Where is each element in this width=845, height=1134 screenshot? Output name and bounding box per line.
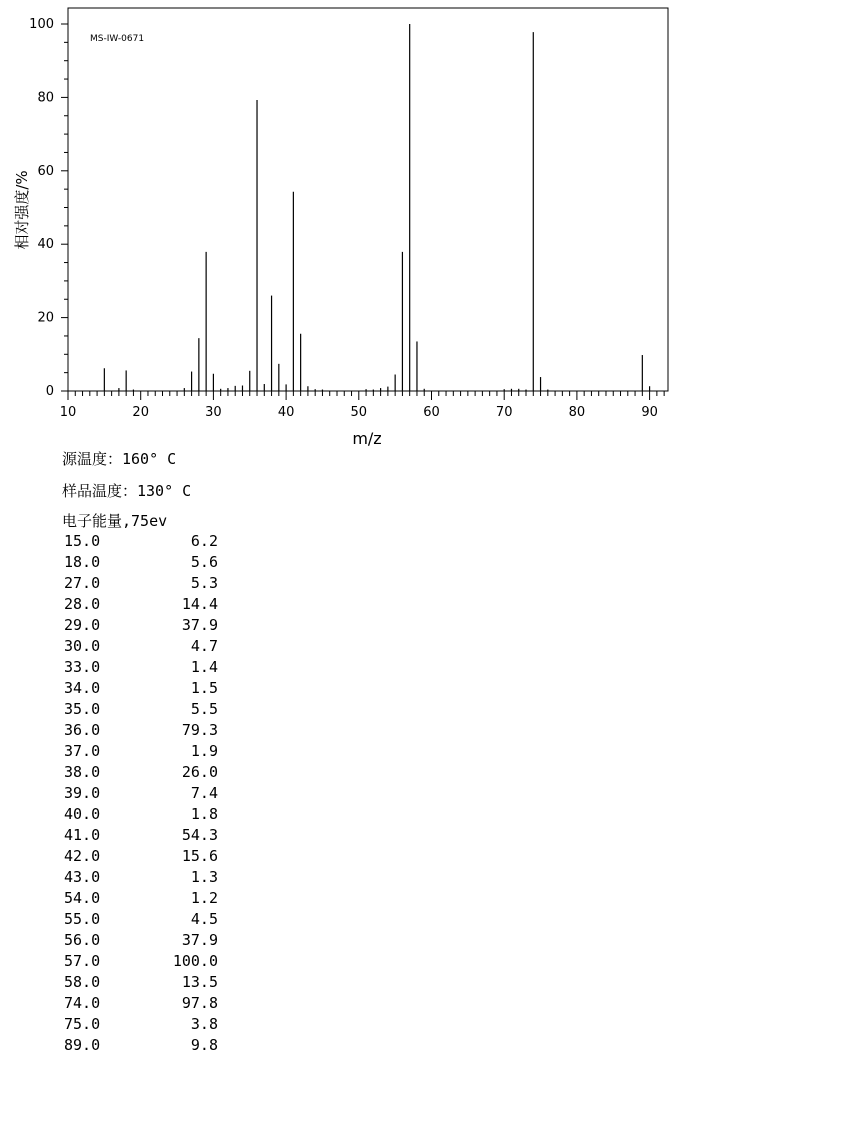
table-row — [62, 573, 222, 594]
x-tick-label: 90 — [641, 405, 658, 420]
electron-energy: 电子能量,75ev — [62, 512, 168, 530]
table-row — [62, 825, 222, 846]
x-axis-label: m/z — [352, 429, 382, 448]
table-mz-cell: 57.0 — [64, 952, 101, 970]
table-mz-cell: 40.0 — [64, 805, 101, 823]
table-row — [62, 783, 222, 804]
y-tick-label: 100 — [29, 17, 54, 32]
table-row — [62, 930, 222, 951]
table-row — [62, 804, 222, 825]
table-mz-cell: 36.0 — [64, 721, 101, 739]
y-tick-label: 40 — [37, 237, 54, 253]
table-row — [62, 993, 222, 1014]
table-row — [62, 951, 222, 972]
table-row — [62, 720, 222, 741]
table-row — [62, 867, 222, 888]
table-mz-cell: 29.0 — [64, 616, 101, 634]
table-intensity-cell: 13.5 — [181, 973, 218, 991]
x-tick-label: 60 — [423, 405, 440, 420]
y-tick-label: 60 — [37, 163, 54, 179]
table-intensity-cell: 1.4 — [190, 658, 218, 676]
y-axis-label — [13, 170, 31, 249]
plot-frame — [68, 8, 668, 391]
table-mz-cell: 42.0 — [64, 847, 101, 865]
x-tick-label: 80 — [568, 405, 586, 420]
table-mz-cell: 30.0 — [64, 637, 101, 655]
table-intensity-cell: 7.4 — [190, 784, 218, 802]
table-mz-cell: 41.0 — [64, 826, 101, 844]
table-row — [62, 1014, 222, 1035]
table-intensity-cell: 5.6 — [190, 553, 218, 571]
table-row — [62, 657, 222, 678]
table-row — [62, 888, 222, 909]
table-intensity-cell: 1.3 — [190, 868, 218, 886]
table-row — [62, 1035, 222, 1056]
table-intensity-cell: 3.8 — [190, 1015, 218, 1033]
table-intensity-cell: 97.8 — [181, 994, 218, 1012]
table-mz-cell: 15.0 — [64, 532, 101, 550]
table-intensity-cell: 15.6 — [181, 847, 218, 865]
x-tick-label: 30 — [205, 405, 222, 420]
table-intensity-cell: 5.3 — [190, 574, 218, 592]
table-intensity-cell: 26.0 — [181, 763, 218, 781]
mass-spectrum-chart — [0, 0, 845, 455]
x-tick-label: 40 — [277, 405, 295, 420]
table-row — [62, 552, 222, 573]
table-intensity-cell: 54.3 — [181, 826, 218, 844]
table-row — [62, 762, 222, 783]
table-mz-cell: 58.0 — [64, 973, 101, 991]
table-intensity-cell: 79.3 — [181, 721, 218, 739]
table-mz-cell: 39.0 — [64, 784, 101, 802]
source-temperature: 源温度：160° C — [62, 450, 177, 468]
table-row — [62, 972, 222, 993]
table-row — [62, 699, 222, 720]
table-mz-cell: 89.0 — [64, 1036, 101, 1054]
table-mz-cell: 55.0 — [64, 910, 101, 928]
table-mz-cell: 28.0 — [64, 595, 101, 613]
table-intensity-cell: 4.7 — [190, 637, 218, 655]
table-mz-cell: 27.0 — [64, 574, 101, 592]
table-mz-cell: 56.0 — [64, 931, 101, 949]
table-row — [62, 594, 222, 615]
table-mz-cell: 18.0 — [64, 553, 101, 571]
table-intensity-cell: 100.0 — [172, 952, 218, 970]
table-row — [62, 615, 222, 636]
y-axis — [29, 17, 68, 399]
y-tick-label: 20 — [37, 310, 54, 326]
x-axis — [60, 391, 664, 420]
table-intensity-cell: 6.2 — [190, 532, 218, 550]
table-mz-cell: 38.0 — [64, 763, 101, 781]
y-tick-label: 0 — [45, 384, 54, 399]
peak-table — [62, 531, 222, 1056]
table-mz-cell: 43.0 — [64, 868, 101, 886]
table-row — [62, 741, 222, 762]
table-row — [62, 531, 222, 552]
table-mz-cell: 37.0 — [64, 742, 101, 760]
svg-text:相对强度/%: 相对强度/% — [13, 170, 31, 250]
table-intensity-cell: 5.5 — [190, 700, 218, 718]
table-mz-cell: 54.0 — [64, 889, 101, 907]
table-intensity-cell: 1.2 — [190, 889, 218, 907]
table-mz-cell: 74.0 — [64, 994, 101, 1012]
x-tick-label: 50 — [350, 405, 368, 420]
table-mz-cell: 75.0 — [64, 1015, 101, 1033]
table-row — [62, 636, 222, 657]
table-intensity-cell: 1.9 — [190, 742, 218, 760]
table-mz-cell: 33.0 — [64, 658, 101, 676]
table-row — [62, 909, 222, 930]
x-tick-label: 20 — [132, 405, 149, 420]
table-row — [62, 678, 222, 699]
table-mz-cell: 34.0 — [64, 679, 101, 697]
x-tick-label: 70 — [495, 405, 513, 420]
table-intensity-cell: 37.9 — [181, 931, 218, 949]
table-intensity-cell: 37.9 — [181, 616, 218, 634]
table-intensity-cell: 1.8 — [190, 805, 218, 823]
table-intensity-cell: 1.5 — [190, 679, 218, 697]
table-intensity-cell: 14.4 — [181, 595, 218, 613]
sample-temperature: 样品温度：130° C — [62, 482, 192, 500]
table-intensity-cell: 9.8 — [190, 1036, 218, 1054]
spectrum-code: MS-IW-0671 — [90, 34, 145, 44]
y-tick-label: 80 — [37, 90, 54, 106]
x-tick-label: 10 — [59, 405, 77, 420]
table-row — [62, 846, 222, 867]
table-intensity-cell: 4.5 — [190, 910, 218, 928]
peak-series — [104, 24, 649, 391]
table-mz-cell: 35.0 — [64, 700, 101, 718]
